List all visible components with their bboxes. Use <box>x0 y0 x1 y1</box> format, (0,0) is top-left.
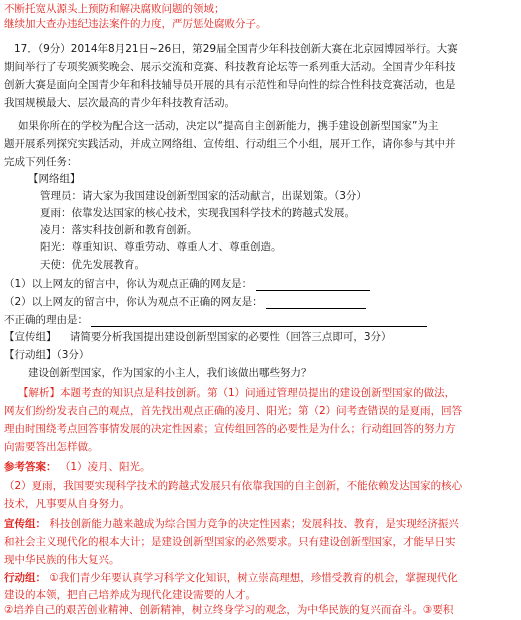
network-group-title: 【网络组】 <box>28 173 81 185</box>
top-line-1: 不断托宽从源头上预防和解决腐败问题的领域； <box>4 3 225 15</box>
message-tianshi: 天使：优先发展教育。 <box>40 259 145 271</box>
message-yangguang: 阳光：尊重知识、尊重劳动、尊重人才、尊重创造。 <box>40 241 282 253</box>
message-admin: 管理员：请大家为我国建设创新型国家的活动献言，出谋划策。（3分） <box>40 190 367 202</box>
propaganda-answer-1: 科技创新能力越来越成为综合国力竞争的决定性因素；发展科技、教育，是实现经济振兴 <box>49 518 459 530</box>
answer-blank-1[interactable] <box>256 279 370 291</box>
message-lingyue: 凌月：落实科技创新和教育创新。 <box>40 224 198 236</box>
answer-label: 参考答案： <box>4 461 57 473</box>
analysis-line-3: 理由时围绕考点回答事情发展的决定性因素；宣传组回答的必要性是为什么；行动组回答的努力方 <box>4 423 456 435</box>
question-intro-3: 创新大赛是面向全国青少年和科技辅导员开展的具有示范性和导向性的综合性科技竞赛活动，也是 <box>4 79 456 91</box>
message-xiayu: 夏雨：依靠发达国家的核心技术，实现我国科学技术的跨越式发展。 <box>40 207 355 219</box>
answer-1-text: （1）凌月、阳光。 <box>59 461 151 473</box>
propaganda-answer-line-1 <box>4 517 459 531</box>
action-answer-label: 行动组： <box>4 572 46 584</box>
top-line-2: 继续加大查办违纪违法案件的力度，严厉惩处腐败分子。 <box>4 18 267 30</box>
reason-text: 不正确的理由是： <box>4 314 88 326</box>
action-answer-line-2: 建设的本领，把自己培养成为现代化建设需要的人才。 <box>4 589 256 601</box>
answer-line-3: 技术，凡事要从自身努力。 <box>4 498 130 510</box>
analysis-line-1: 【解析】本题考查的知识点是科技创新。第（1）问通过管理员提出的建设创新型国家的做法， <box>18 387 456 399</box>
action-answer-line-3: ②培养自己的艰苦创业精神、创新精神，树立终身学习的观念，为中华民族的复兴而奋斗。③要积 <box>4 604 454 616</box>
question-1-line <box>4 277 370 291</box>
answer-blank-reason[interactable] <box>91 315 427 327</box>
action-answer-line-1 <box>4 571 458 585</box>
propaganda-group-text: 请简要分析我国提出建设创新型国家的必要性（回答三点即可，3分） <box>69 331 392 343</box>
propaganda-group-line <box>4 330 392 344</box>
answer-line-1 <box>4 460 151 474</box>
propaganda-answer-line-3: 现中华民族的伟大复兴。 <box>4 554 120 566</box>
analysis-line-4: 向需要答出怎样做。 <box>4 441 99 453</box>
question-intro-4: 我国规模最大、层次最高的青少年科技教育活动。 <box>4 97 235 109</box>
propaganda-answer-line-2: 和社会主义现代化的根本大计；是建设创新型国家的必然要求。只有建设创新型国家，才能早日实 <box>4 536 456 548</box>
question-intro-2: 期间举行了专项奖颁奖晚会、展示交流和竞赛、科技教育论坛等一系列重大活动。全国青少年科技 <box>4 61 456 73</box>
action-group-title: 【行动组】（3分） <box>4 349 90 361</box>
reason-line <box>4 313 427 327</box>
action-answer-1: ①我们青少年要认真学习科学文化知识，树立崇高理想，珍惜受教育的机会，掌握现代化 <box>49 572 458 584</box>
propaganda-group-title: 【宣传组】 <box>4 331 57 343</box>
question-task-2: 题开展系列探究实践活动，并成立网络组、宣传组、行动组三个小组，展开工作，请你参与其中并 <box>4 138 456 150</box>
answer-line-2: （2）夏雨，我国要实现科学技术的跨越式发展只有依靠我国的自主创新，不能依赖发达国家的核心 <box>4 480 463 492</box>
propaganda-answer-label: 宣传组： <box>4 518 46 530</box>
action-group-text: 建设创新型国家，作为国家的小主人，我们该做出哪些努力？ <box>28 367 312 379</box>
question-2-text: （2）以上网友的留言中，你认为观点不正确的网友是： <box>4 296 263 308</box>
question-2-line <box>4 295 366 309</box>
question-1-text: （1）以上网友的留言中，你认为观点正确的网友是： <box>4 278 253 290</box>
answer-blank-2[interactable] <box>266 297 366 309</box>
question-intro-1: 17．（9分）2014年8月21日~26日，第29届全国青少年科技创新大赛在北京园博园举行。大赛 <box>14 43 458 55</box>
question-task-3: 完成下列任务： <box>4 156 78 168</box>
analysis-line-2: 网友们纷纷发表自己的观点，首先找出观点正确的凌月、阳光；第（2）问考查错误的是夏雨，回答 <box>4 405 463 417</box>
question-task-1: 如果你所在的学校为配合这一活动，决定以“提高自主创新能力，携手建设创新型国家”为主 <box>18 120 439 132</box>
